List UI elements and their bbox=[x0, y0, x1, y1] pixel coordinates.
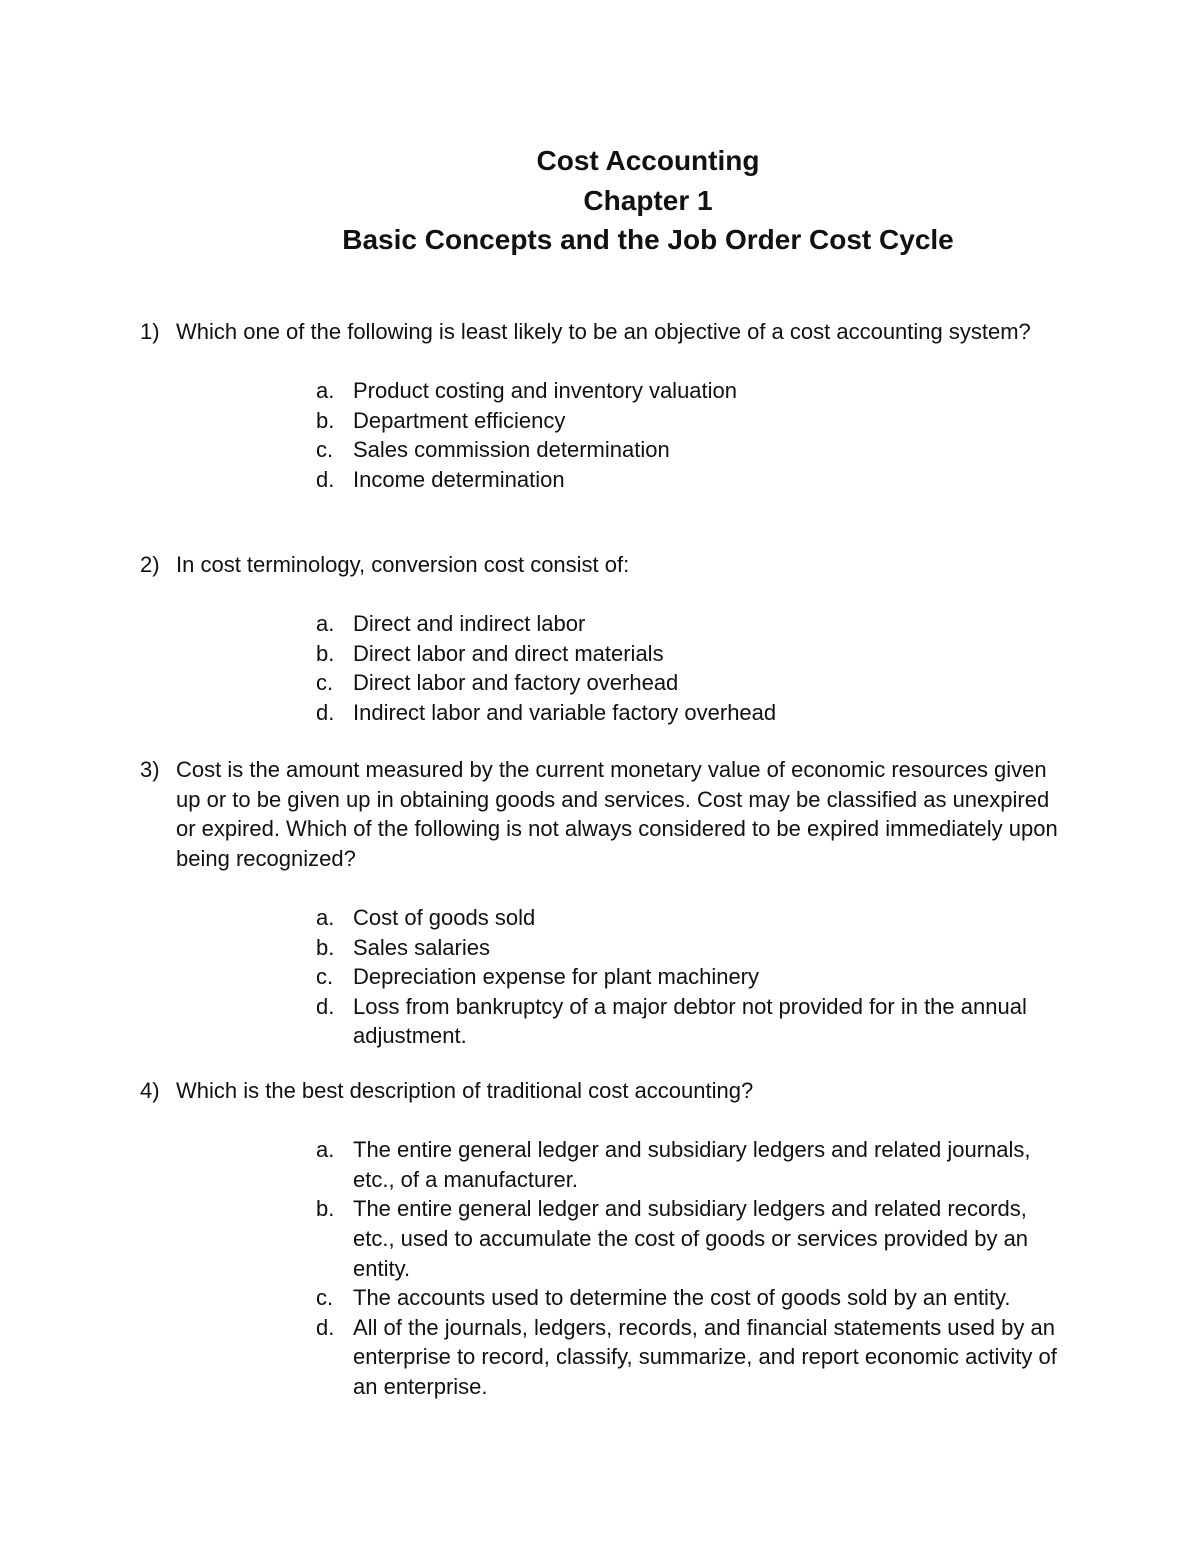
answer-option bbox=[316, 933, 1070, 963]
question-4 bbox=[140, 1076, 1070, 1402]
question-3 bbox=[140, 755, 1070, 1051]
option-letter: b. bbox=[316, 934, 335, 960]
option-letter: b. bbox=[316, 407, 335, 433]
question-stem bbox=[140, 1076, 1070, 1106]
option-letter: c. bbox=[316, 437, 334, 463]
option-text: The entire general ledger and subsidiary ledgers and related records, etc., used to accumulate the cost of goods or services provided by an entity. bbox=[353, 1196, 1029, 1281]
question-2 bbox=[140, 550, 1070, 728]
option-text: Indirect labor and variable factory overhead bbox=[353, 699, 777, 725]
option-text: Direct labor and factory overhead bbox=[353, 670, 679, 696]
question-text: Which one of the following is least likely to be an objective of a cost accounting system? bbox=[176, 319, 1031, 344]
answer-options bbox=[140, 903, 1070, 1051]
answer-option bbox=[316, 1135, 1070, 1194]
answer-option bbox=[316, 1194, 1070, 1283]
option-text: Loss from bankruptcy of a major debtor not provided for in the annual adjustment. bbox=[353, 993, 1027, 1049]
question-number: 1) bbox=[140, 319, 160, 344]
title-line-topic: Basic Concepts and the Job Order Cost Cycle bbox=[342, 224, 954, 255]
question-number: 2) bbox=[140, 552, 160, 577]
question-stem bbox=[140, 755, 1070, 873]
answer-option bbox=[316, 406, 1070, 436]
option-text: Direct and indirect labor bbox=[353, 611, 586, 637]
question-number: 3) bbox=[140, 757, 160, 782]
question-text: Cost is the amount measured by the current monetary value of economic resources given up or to be given up in obtaining goods and services. Cost may be classified as unexpired or expired. Which of the following is not always considered to be expired immediately upon being recognized? bbox=[176, 757, 1058, 871]
answer-option bbox=[316, 465, 1070, 495]
question-text: Which is the best description of traditional cost accounting? bbox=[176, 1078, 754, 1103]
answer-option bbox=[316, 962, 1070, 992]
answer-option bbox=[316, 639, 1070, 669]
option-text: Sales salaries bbox=[353, 934, 490, 960]
question-stem bbox=[140, 317, 1070, 347]
question-number: 4) bbox=[140, 1078, 160, 1103]
option-text: All of the journals, ledgers, records, and financial statements used by an enterprise to record, classify, summarize, and report economic activity of an enterprise. bbox=[353, 1314, 1057, 1399]
answer-option bbox=[316, 1283, 1070, 1313]
answer-option bbox=[316, 668, 1070, 698]
answer-options bbox=[140, 609, 1070, 727]
option-text: Sales commission determination bbox=[353, 437, 670, 463]
option-text: The accounts used to determine the cost of goods sold by an entity. bbox=[353, 1285, 1011, 1311]
answer-option bbox=[316, 698, 1070, 728]
title-line-chapter: Chapter 1 bbox=[583, 184, 713, 216]
option-text: Depreciation expense for plant machinery bbox=[353, 964, 760, 990]
title-line-course: Cost Accounting bbox=[536, 145, 760, 176]
option-letter: c. bbox=[316, 1285, 334, 1311]
answer-option bbox=[316, 376, 1070, 406]
option-letter: d. bbox=[316, 1314, 335, 1340]
option-letter: d. bbox=[316, 699, 335, 725]
option-text: Cost of goods sold bbox=[353, 904, 536, 930]
answer-option bbox=[316, 992, 1070, 1051]
option-letter: d. bbox=[316, 466, 335, 492]
option-letter: b. bbox=[316, 1196, 335, 1222]
question-stem bbox=[140, 550, 1070, 580]
option-letter: a. bbox=[316, 378, 335, 404]
question-text: In cost terminology, conversion cost consist of: bbox=[176, 552, 630, 577]
answer-option bbox=[316, 609, 1070, 639]
option-letter: c. bbox=[316, 964, 334, 990]
option-letter: a. bbox=[316, 904, 335, 930]
answer-option bbox=[316, 435, 1070, 465]
option-text: Income determination bbox=[353, 466, 565, 492]
option-text: Department efficiency bbox=[353, 407, 566, 433]
document-title bbox=[0, 141, 1200, 260]
answer-options bbox=[140, 376, 1070, 494]
option-text: Direct labor and direct materials bbox=[353, 640, 664, 666]
option-letter: c. bbox=[316, 670, 334, 696]
answer-option bbox=[316, 1313, 1070, 1402]
option-text: The entire general ledger and subsidiary ledgers and related journals, etc., of a manufacturer. bbox=[353, 1137, 1031, 1192]
answer-option bbox=[316, 903, 1070, 933]
option-letter: a. bbox=[316, 1137, 335, 1163]
answer-options bbox=[140, 1135, 1070, 1401]
question-1 bbox=[140, 317, 1070, 495]
option-text: Product costing and inventory valuation bbox=[353, 378, 738, 404]
option-letter: d. bbox=[316, 993, 335, 1019]
option-letter: b. bbox=[316, 640, 335, 666]
option-letter: a. bbox=[316, 611, 335, 637]
